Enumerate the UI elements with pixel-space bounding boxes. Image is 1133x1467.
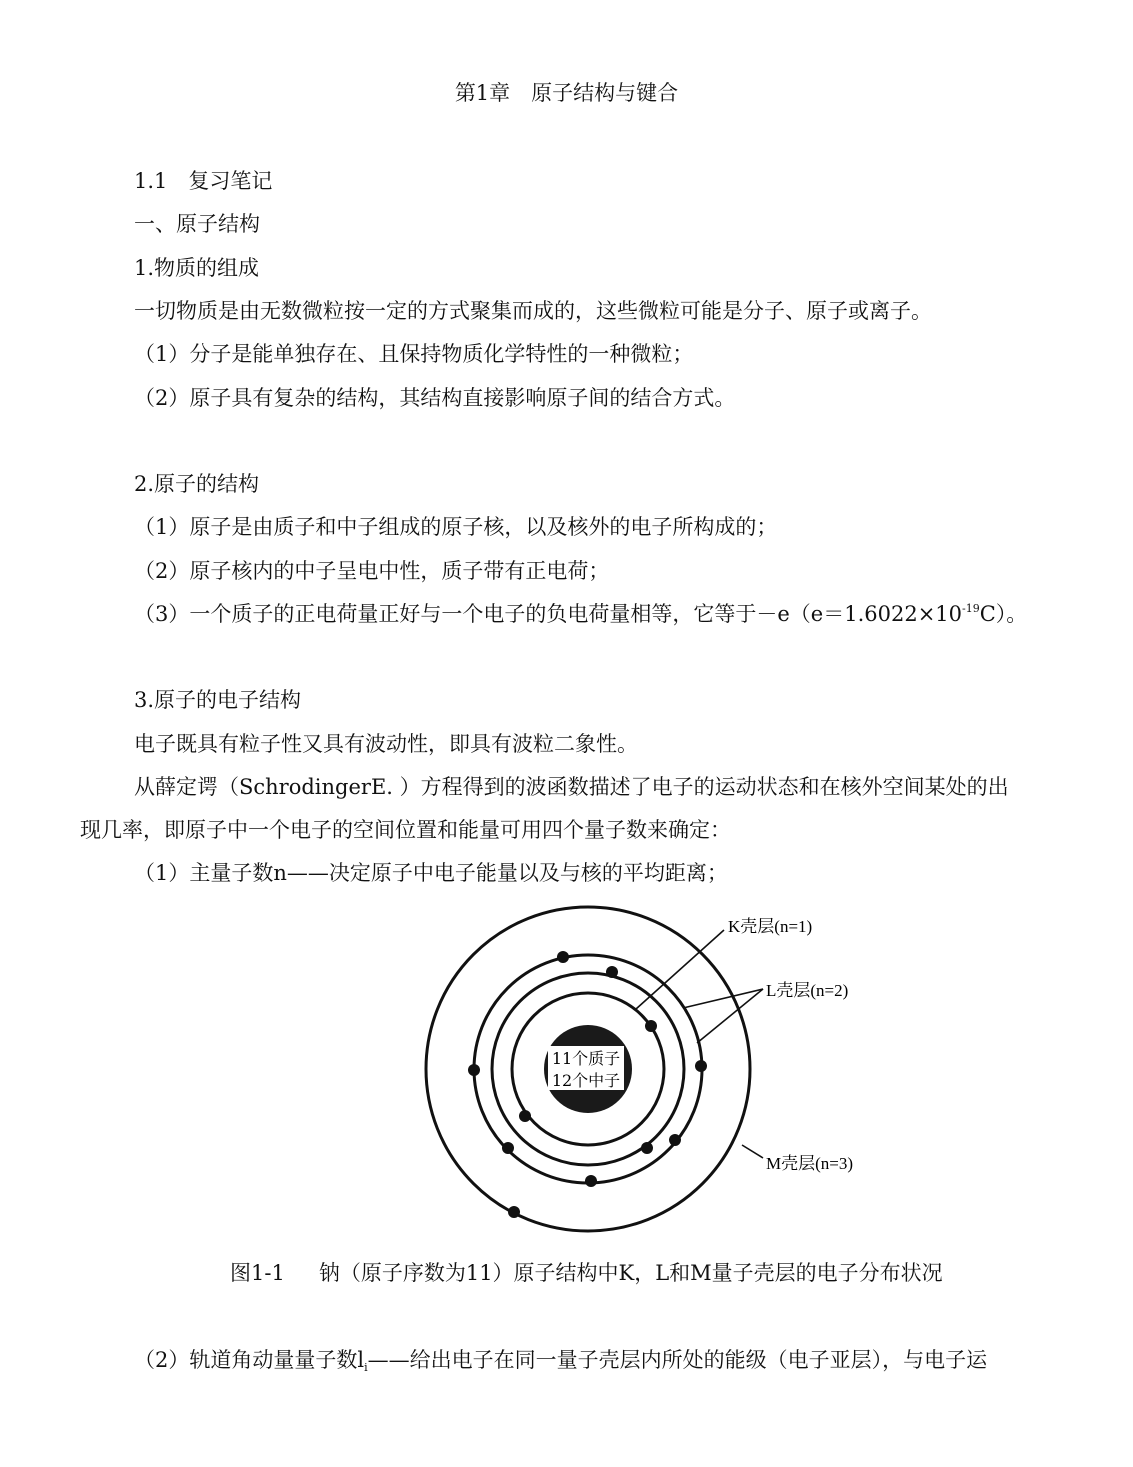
electron	[606, 966, 618, 978]
subheading-composition: 1.物质的组成	[134, 256, 260, 280]
electron	[585, 1175, 597, 1187]
electron	[468, 1064, 480, 1076]
electron	[645, 1020, 657, 1032]
figure-caption	[230, 1259, 943, 1287]
list-item: （2）原子核内的中子呈电中性，质子带有正电荷；	[134, 559, 610, 583]
electron	[695, 1060, 707, 1072]
k-shell-leader	[636, 930, 724, 1009]
chapter-title: 第1章 原子结构与键合	[454, 81, 679, 105]
paragraph-composition: 一切物质是由无数微粒按一定的方式聚集而成的，这些微粒可能是分子、原子或离子。	[134, 299, 932, 323]
charge-text: （3）一个质子的正电荷量正好与一个电子的负电荷量相等，它等于－e（e＝1.6022×10	[134, 602, 963, 626]
electron	[669, 1134, 681, 1146]
section-heading: 1.1 复习笔记	[134, 169, 273, 193]
subheading-electron-structure: 3.原子的电子结构	[134, 688, 302, 712]
heading-atomic-structure: 一、原子结构	[134, 212, 260, 236]
figure-number: 图1-1	[230, 1261, 285, 1285]
figure-caption-text: 钠（原子序数为11）原子结构中K，L和M量子壳层的电子分布状况	[318, 1261, 943, 1285]
l-shell-label: L壳层(n=2)	[766, 981, 849, 1000]
electron	[519, 1110, 531, 1122]
nucleus-neutrons: 12个中子	[551, 1071, 621, 1090]
subscript: i	[364, 1361, 368, 1374]
paragraph: 电子既具有粒子性又具有波动性，即具有波粒二象性。	[134, 732, 638, 756]
paragraph: 现几率，即原子中一个电子的空间位置和能量可用四个量子数来确定：	[80, 818, 731, 842]
k-shell-label: K壳层(n=1)	[728, 917, 813, 936]
list-item-angular-momentum	[134, 1346, 987, 1374]
charge-unit: C）。	[979, 602, 1028, 626]
m-shell-label: M壳层(n=3)	[766, 1154, 854, 1173]
electron	[641, 1142, 653, 1154]
electron	[502, 1142, 514, 1154]
m-shell-leader	[742, 1145, 763, 1158]
electron	[557, 951, 569, 963]
nucleus-protons: 11个质子	[551, 1049, 621, 1068]
list-item-charge	[134, 600, 1027, 628]
list-item-text-cont: ——给出电子在同一量子壳层内所处的能级（电子亚层），与电子运	[367, 1348, 988, 1372]
electron	[508, 1206, 520, 1218]
paragraph: 从薛定谔（SchrodingerE. ）方程得到的波函数描述了电子的运动状态和在核外空间某处的出	[134, 775, 1009, 799]
sodium-atom-diagram	[420, 900, 900, 1235]
exponent: -19	[962, 602, 980, 615]
subheading-atom-structure: 2.原子的结构	[134, 472, 260, 496]
list-item-text: （2）轨道角动量量子数l	[134, 1348, 365, 1372]
list-item: （2）原子具有复杂的结构，其结构直接影响原子间的结合方式。	[134, 386, 736, 410]
list-item: （1）原子是由质子和中子组成的原子核，以及核外的电子所构成的；	[134, 515, 778, 539]
list-item: （1）主量子数n——决定原子中电子能量以及与核的平均距离；	[134, 861, 728, 885]
list-item: （1）分子是能单独存在、且保持物质化学特性的一种微粒；	[134, 342, 694, 366]
